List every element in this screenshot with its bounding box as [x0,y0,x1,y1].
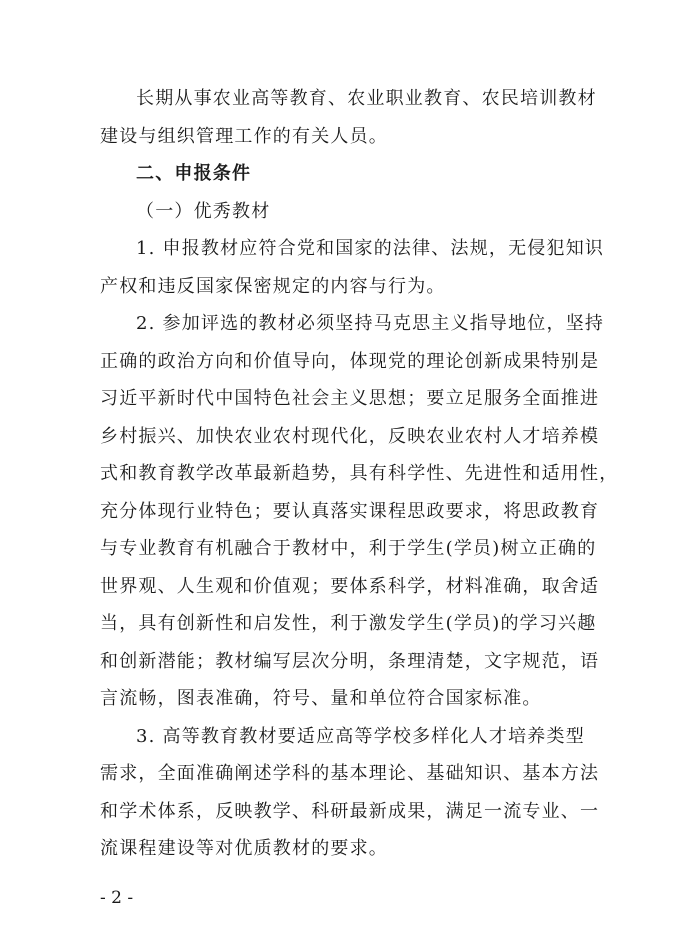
item-line: 与专业教育有机融合于教材中，利于学生(学员)树立正确的 [100,538,597,559]
list-item [100,230,605,305]
item-line: 和创新潜能；教材编写层次分明，条理清楚，文字规范，语 [100,650,600,672]
item-line: 世界观、人生观和价值观；要体系科学，材料准确，取舍适 [100,575,600,597]
item-line: 需求，全面准确阐述学科的基本理论、基础知识、基本方法 [100,763,600,784]
item-line: 式和教育教学改革最新趋势，具有科学性、先进性和适用性， [100,463,619,484]
list-item [100,305,619,718]
item-line: 乡村振兴、加快农业农村现代化，反映农业农村人才培养模 [100,425,600,447]
paragraph-line: 长期从事农业高等教育、农业职业教育、农民培训教材 [136,88,597,109]
list-item [100,718,600,868]
item-line: 正确的政治方向和价值导向，体现党的理论创新成果特别是 [100,350,600,372]
intro-paragraph [100,80,597,155]
section-heading: 二、申报条件 [136,163,252,184]
item-line: 2. 参加评选的教材必须坚持马克思主义指导地位，坚持 [136,313,605,334]
page-number: - 2 - [100,888,134,908]
item-line: 当，具有创新性和启发性，利于激发学生(学员)的学习兴趣 [100,613,597,634]
item-line: 习近平新时代中国特色社会主义思想；要立足服务全面推进 [100,388,600,409]
item-line: 产权和违反国家保密规定的内容与行为。 [100,275,446,297]
item-line: 充分体现行业特色；要认真落实课程思政要求，将思政教育 [100,500,600,522]
item-line: 流课程建设等对优质教材的要求。 [100,838,388,859]
item-line: 和学术体系，反映教学、科研最新成果，满足一流专业、一 [100,800,600,822]
document-body [100,80,619,868]
item-line: 3. 高等教育教材要适应高等学校多样化人才培养类型 [136,725,585,747]
item-line: 言流畅，图表准确，符号、量和单位符合国家标准。 [100,688,542,709]
paragraph-line: 建设与组织管理工作的有关人员。 [100,125,388,147]
subsection-heading: （一）优秀教材 [136,200,271,222]
item-line: 1. 申报教材应符合党和国家的法律、法规，无侵犯知识 [136,238,605,259]
